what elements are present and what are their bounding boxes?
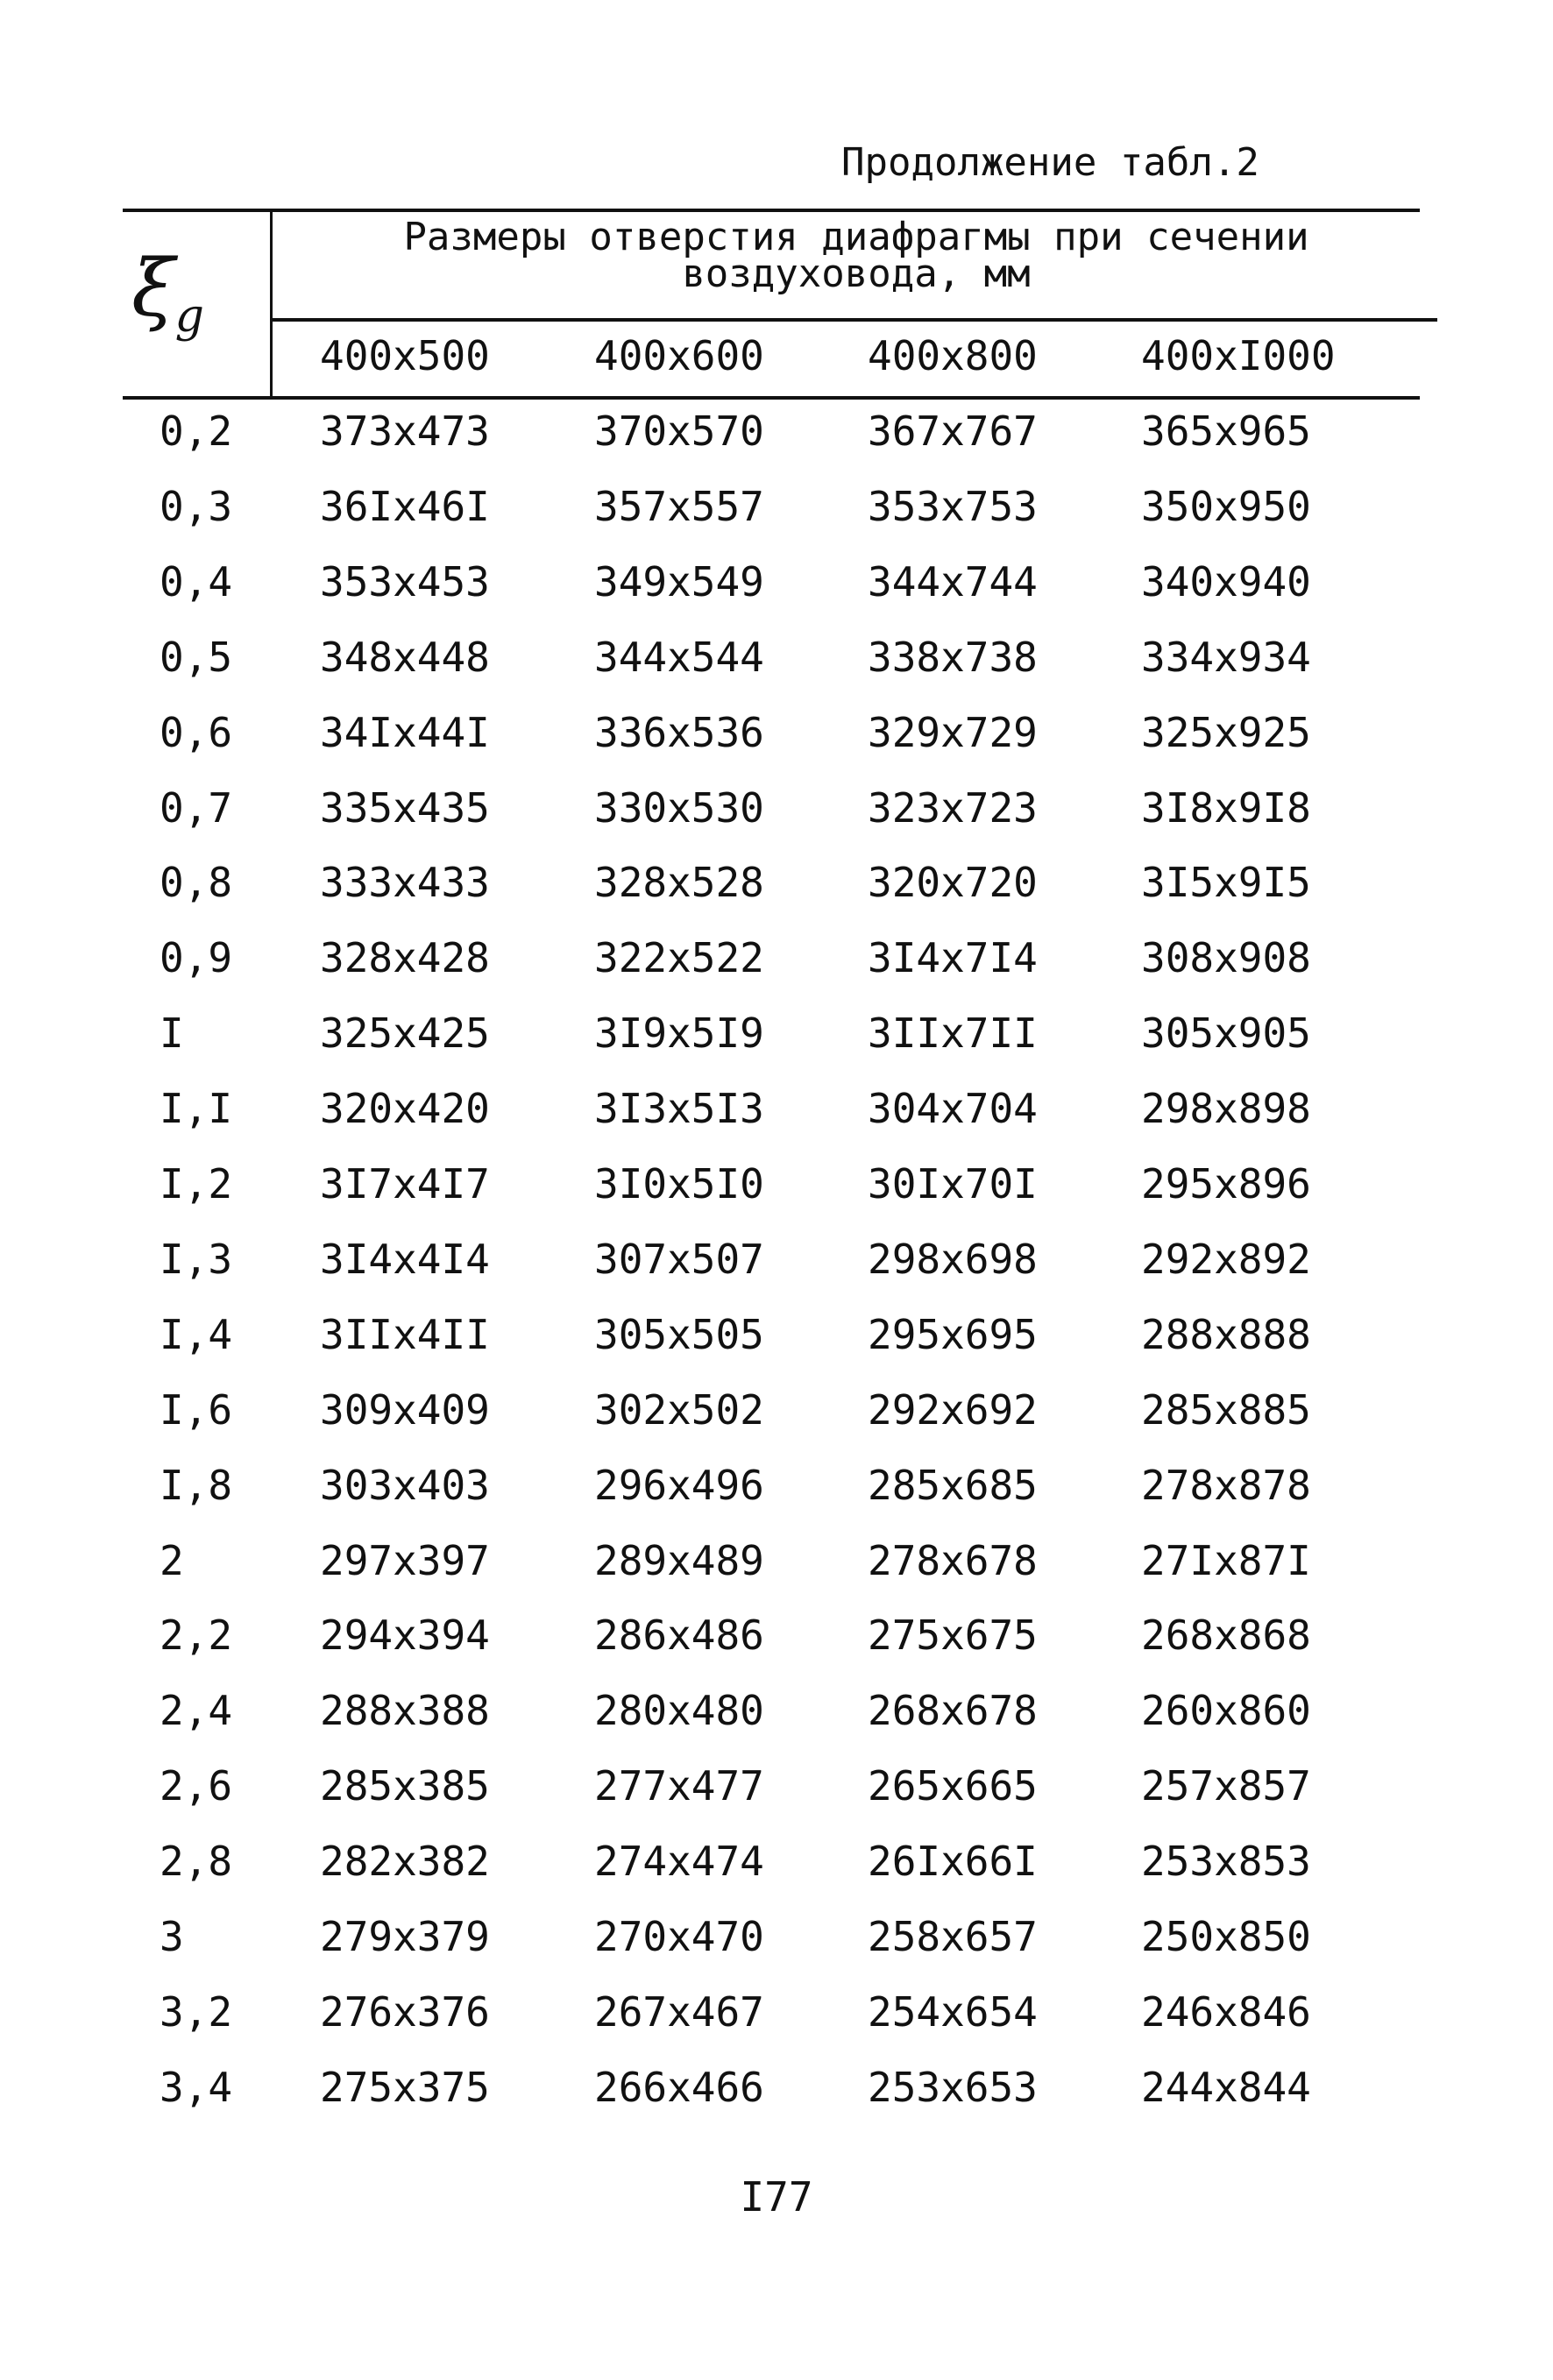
size-cell: 330x530 bbox=[594, 784, 764, 832]
size-cell: 286x486 bbox=[594, 1611, 764, 1659]
size-cell: 244x844 bbox=[1141, 2064, 1311, 2111]
coefficient-cell: I,6 bbox=[160, 1386, 233, 1434]
size-cell: 307x507 bbox=[594, 1236, 764, 1283]
coefficient-cell: 2,8 bbox=[160, 1838, 233, 1885]
size-cell: 335x435 bbox=[320, 784, 490, 832]
size-cell: 334x934 bbox=[1141, 634, 1311, 681]
size-cell: 297x397 bbox=[320, 1537, 490, 1584]
size-cell: 357x557 bbox=[594, 483, 764, 530]
size-cell: 278x678 bbox=[868, 1537, 1038, 1584]
coefficient-cell: I,8 bbox=[160, 1462, 233, 1509]
top-rule bbox=[123, 209, 1420, 212]
size-cell: 309x409 bbox=[320, 1386, 490, 1434]
size-cell: 340x940 bbox=[1141, 558, 1311, 606]
size-cell: 296x496 bbox=[594, 1462, 764, 1509]
size-cell: 325x925 bbox=[1141, 709, 1311, 756]
size-cell: 308x908 bbox=[1141, 934, 1311, 981]
column-divider bbox=[270, 210, 273, 398]
size-cell: 3I5x9I5 bbox=[1141, 859, 1311, 906]
size-cell: 328x428 bbox=[320, 934, 490, 981]
size-cell: 285x885 bbox=[1141, 1386, 1311, 1434]
size-cell: 288x888 bbox=[1141, 1311, 1311, 1358]
coefficient-cell: 2,6 bbox=[160, 1762, 233, 1810]
coefficient-cell: 0,3 bbox=[160, 483, 233, 530]
size-cell: 274x474 bbox=[594, 1838, 764, 1885]
size-cell: 285x685 bbox=[868, 1462, 1038, 1509]
column-header: 400x800 bbox=[868, 332, 1038, 379]
size-cell: 36Ix46I bbox=[320, 483, 490, 530]
size-cell: 294x394 bbox=[320, 1611, 490, 1659]
size-cell: 257x857 bbox=[1141, 1762, 1311, 1810]
coefficient-cell: 2 bbox=[160, 1537, 184, 1584]
size-cell: 292x892 bbox=[1141, 1236, 1311, 1283]
size-cell: 353x753 bbox=[868, 483, 1038, 530]
size-cell: 322x522 bbox=[594, 934, 764, 981]
coefficient-cell: 0,4 bbox=[160, 558, 233, 606]
size-cell: 30Ix70I bbox=[868, 1160, 1038, 1208]
coefficient-cell: 0,2 bbox=[160, 407, 233, 455]
size-cell: 282x382 bbox=[320, 1838, 490, 1885]
coefficient-cell: 3 bbox=[160, 1913, 184, 1960]
size-cell: 298x898 bbox=[1141, 1085, 1311, 1132]
column-header: 400xI000 bbox=[1141, 332, 1336, 379]
size-cell: 320x420 bbox=[320, 1085, 490, 1132]
size-cell: 333x433 bbox=[320, 859, 490, 906]
size-cell: 323x723 bbox=[868, 784, 1038, 832]
size-cell: 295x896 bbox=[1141, 1160, 1311, 1208]
size-cell: 258x657 bbox=[868, 1913, 1038, 1960]
size-cell: 370x570 bbox=[594, 407, 764, 455]
size-cell: 325x425 bbox=[320, 1009, 490, 1057]
size-cell: 353x453 bbox=[320, 558, 490, 606]
header-bottom-rule bbox=[123, 396, 1420, 400]
size-cell: 304x704 bbox=[868, 1085, 1038, 1132]
coefficient-cell: 0,5 bbox=[160, 634, 233, 681]
size-cell: 3IIx7II bbox=[868, 1009, 1038, 1057]
coefficient-cell: I,2 bbox=[160, 1160, 233, 1208]
column-header: 400x600 bbox=[594, 332, 764, 379]
size-cell: 3I7x4I7 bbox=[320, 1160, 490, 1208]
size-cell: 365x965 bbox=[1141, 407, 1311, 455]
size-cell: 276x376 bbox=[320, 1988, 490, 2036]
size-cell: 3I4x4I4 bbox=[320, 1236, 490, 1283]
size-cell: 254x654 bbox=[868, 1988, 1038, 2036]
size-cell: 348x448 bbox=[320, 634, 490, 681]
size-cell: 373x473 bbox=[320, 407, 490, 455]
size-cell: 266x466 bbox=[594, 2064, 764, 2111]
size-cell: 279x379 bbox=[320, 1913, 490, 1960]
size-cell: 367x767 bbox=[868, 407, 1038, 455]
size-cell: 329x729 bbox=[868, 709, 1038, 756]
size-cell: 344x544 bbox=[594, 634, 764, 681]
coefficient-cell: I bbox=[160, 1009, 184, 1057]
size-cell: 27Ix87I bbox=[1141, 1537, 1311, 1584]
size-cell: 350x950 bbox=[1141, 483, 1311, 530]
coefficient-cell: 0,8 bbox=[160, 859, 233, 906]
coefficient-cell: 3,2 bbox=[160, 1988, 233, 2036]
size-cell: 288x388 bbox=[320, 1687, 490, 1734]
size-cell: 268x678 bbox=[868, 1687, 1038, 1734]
size-cell: 295x695 bbox=[868, 1311, 1038, 1358]
size-cell: 270x470 bbox=[594, 1913, 764, 1960]
coefficient-cell: 2,4 bbox=[160, 1687, 233, 1734]
page-number: I77 bbox=[740, 2173, 813, 2221]
size-cell: 302x502 bbox=[594, 1386, 764, 1434]
coefficient-cell: 2,2 bbox=[160, 1611, 233, 1659]
size-cell: 278x878 bbox=[1141, 1462, 1311, 1509]
coefficient-cell: 0,9 bbox=[160, 934, 233, 981]
size-cell: 285x385 bbox=[320, 1762, 490, 1810]
size-cell: 320x720 bbox=[868, 859, 1038, 906]
size-cell: 250x850 bbox=[1141, 1913, 1311, 1960]
size-cell: 3I0x5I0 bbox=[594, 1160, 764, 1208]
size-cell: 336x536 bbox=[594, 709, 764, 756]
size-cell: 275x675 bbox=[868, 1611, 1038, 1659]
size-cell: 26Ix66I bbox=[868, 1838, 1038, 1885]
size-cell: 246x846 bbox=[1141, 1988, 1311, 2036]
size-cell: 303x403 bbox=[320, 1462, 490, 1509]
size-cell: 305x905 bbox=[1141, 1009, 1311, 1057]
coefficient-cell: 0,7 bbox=[160, 784, 233, 832]
size-cell: 292x692 bbox=[868, 1386, 1038, 1434]
coefficient-cell: I,4 bbox=[160, 1311, 233, 1358]
header-mid-rule bbox=[272, 318, 1437, 322]
size-cell: 344x744 bbox=[868, 558, 1038, 606]
size-cell: 298x698 bbox=[868, 1236, 1038, 1283]
coefficient-cell: I,3 bbox=[160, 1236, 233, 1283]
size-cell: 253x853 bbox=[1141, 1838, 1311, 1885]
size-cell: 289x489 bbox=[594, 1537, 764, 1584]
column-header: 400x500 bbox=[320, 332, 490, 379]
size-cell: 3I4x7I4 bbox=[868, 934, 1038, 981]
size-cell: 3I9x5I9 bbox=[594, 1009, 764, 1057]
size-cell: 277x477 bbox=[594, 1762, 764, 1810]
table-caption: Продолжение табл.2 bbox=[841, 140, 1259, 185]
size-cell: 275x375 bbox=[320, 2064, 490, 2111]
size-cell: 3IIx4II bbox=[320, 1311, 490, 1358]
size-cell: 260x860 bbox=[1141, 1687, 1311, 1734]
size-cell: 349x549 bbox=[594, 558, 764, 606]
size-cell: 268x868 bbox=[1141, 1611, 1311, 1659]
size-cell: 265x665 bbox=[868, 1762, 1038, 1810]
size-cell: 3I8x9I8 bbox=[1141, 784, 1311, 832]
size-cell: 338x738 bbox=[868, 634, 1038, 681]
size-cell: 3I3x5I3 bbox=[594, 1085, 764, 1132]
size-cell: 267x467 bbox=[594, 1988, 764, 2036]
size-cell: 253x653 bbox=[868, 2064, 1038, 2111]
coefficient-cell: 3,4 bbox=[160, 2064, 233, 2111]
size-cell: 34Ix44I bbox=[320, 709, 490, 756]
size-cell: 280x480 bbox=[594, 1687, 764, 1734]
coefficient-cell: I,I bbox=[160, 1085, 233, 1132]
header-title: Размеры отверстия диафрагмы при сечении воздуховода, мм bbox=[403, 215, 1309, 296]
xi-symbol: $\xi_g$ bbox=[131, 243, 204, 343]
size-cell: 305x505 bbox=[594, 1311, 764, 1358]
coefficient-cell: 0,6 bbox=[160, 709, 233, 756]
size-cell: 328x528 bbox=[594, 859, 764, 906]
